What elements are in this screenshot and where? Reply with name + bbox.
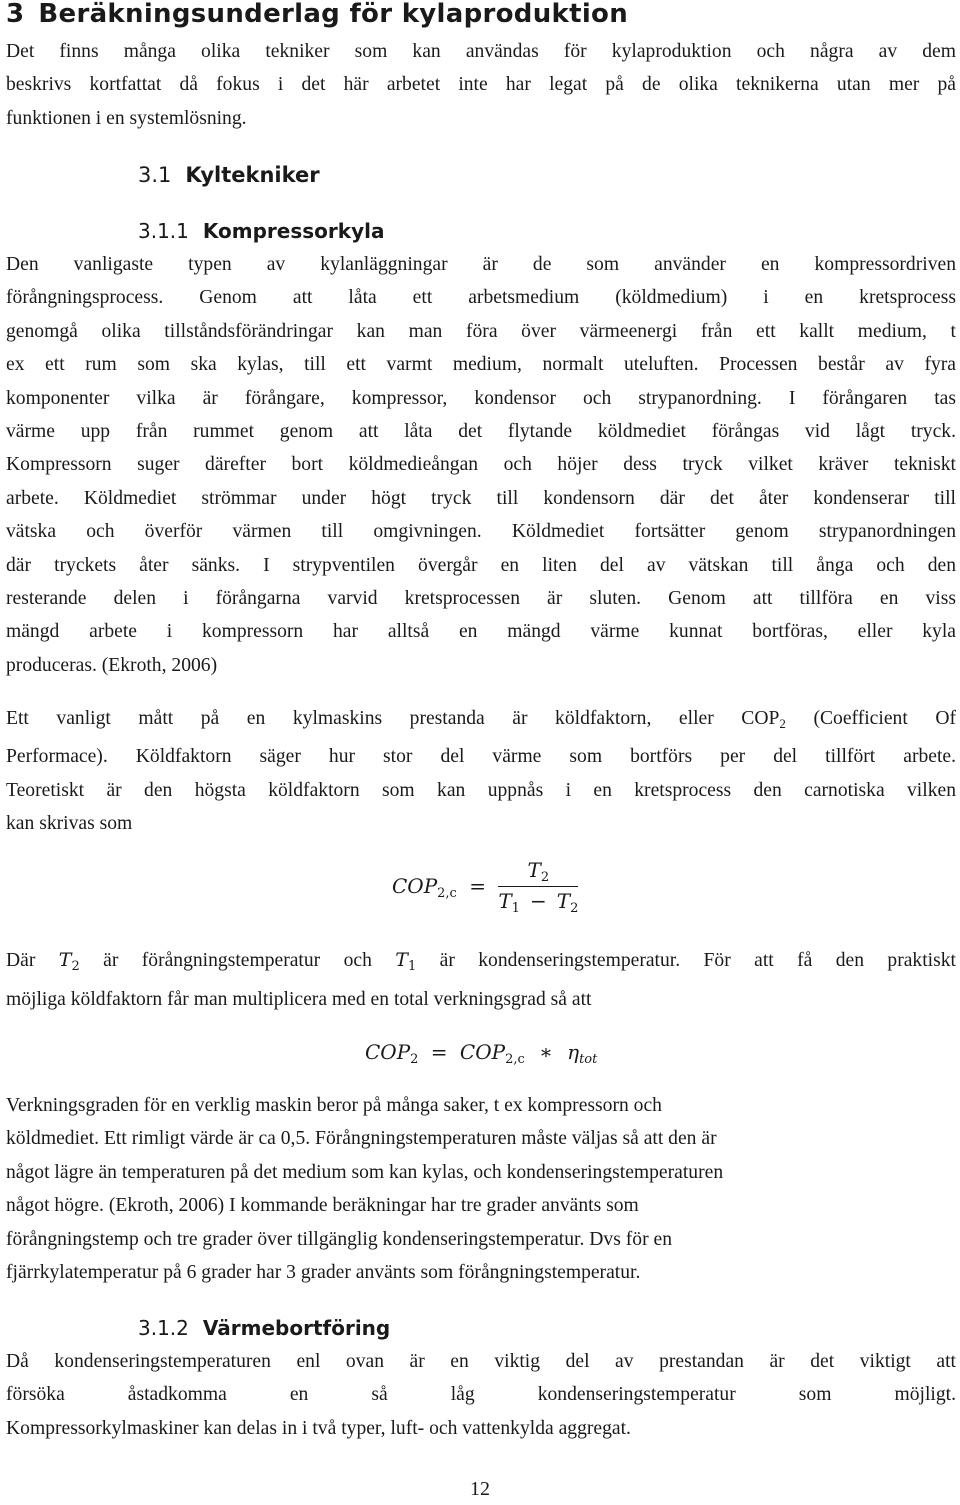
text-line: vätska och överför värmen till omgivningen. Köldmediet fortsätter genom strypanordningen	[6, 521, 956, 543]
math-symbol: η	[567, 1040, 580, 1064]
subscript: 2	[540, 870, 550, 885]
subscript: tot	[579, 1052, 598, 1067]
subscript: 2,c	[505, 1052, 525, 1067]
text-line: Det finns många olika tekniker som kan användas för kylaproduktion och några av dem	[6, 41, 956, 62]
section-number: 3.1.2	[138, 1316, 189, 1340]
section-heading-3-1	[138, 160, 320, 190]
subscript: 2	[71, 959, 80, 974]
text-line: mängd arbete i kompressorn har alltså en mängd värme kunnat bortföras, eller kyla	[6, 621, 956, 643]
text-line: arbete. Köldmediet strömmar under högt tryck till kondensorn där det åter kondenserar till	[6, 487, 956, 509]
varmebortforing-paragraph	[6, 1345, 956, 1445]
text-line: försöka åstadkomma en så låg kondenseringstemperatur som möjligt.	[6, 1384, 956, 1406]
text-line: något lägre än temperaturen på det medium som kan kylas, och kondenseringstemperaturen	[6, 1161, 724, 1183]
section-heading-3-1-1	[138, 216, 384, 246]
subscript: 2,c	[437, 886, 457, 901]
text-line: ex ett rum som ska kylas, till ett varmt medium, normalt uteluften. Processen består av fyra	[6, 354, 956, 376]
text-line: där tryckets åter sänks. I strypventilen övergår en liten del av vätskan till ånga och den	[6, 554, 956, 576]
subscript: 1	[407, 959, 417, 974]
math-symbol: T	[556, 889, 571, 913]
text-line: förångningstemp och tre grader över tillgänglig kondenseringstemperatur. Dvs för en	[6, 1228, 672, 1250]
carnot-cop-equation	[392, 860, 578, 915]
text-line: förångningsprocess. Genom att låta ett arbetsmedium (köldmedium) i en kretsprocess	[6, 287, 956, 309]
math-operator: =	[430, 1040, 448, 1064]
text-line: beskrivs kortfattat då fokus i det här arbetet inte har legat på de olika teknikerna utan mer på	[6, 74, 956, 96]
chapter-title: Beräkningsunderlag för kylaproduktion	[38, 0, 629, 29]
section-title: Värmebortföring	[202, 1316, 391, 1340]
section-number: 3.1.1	[138, 219, 189, 243]
text-span: (Coefficient Of	[785, 708, 956, 729]
text-line: något högre. (Ekroth, 2006) I kommande beräkningar har tre grader använts som	[6, 1195, 639, 1217]
text-line: fjärrkylatemperatur på 6 grader har 3 grader använts som förångningstemperatur.	[6, 1262, 641, 1284]
subscript: 2	[570, 901, 579, 916]
subscript: 2	[410, 1052, 419, 1067]
text-line: Verkningsgraden för en verklig maskin beror på många saker, t ex kompressorn och	[6, 1095, 662, 1116]
text-line: genomgå olika tillståndsförändringar kan man föra över värmeenergi från ett kallt medium, t	[6, 320, 956, 342]
math-symbol: T	[527, 858, 541, 882]
math-symbol: COP	[392, 874, 438, 898]
section-title: Kyltekniker	[185, 163, 320, 187]
fraction-numerator	[498, 860, 578, 887]
text-line: resterande delen i förångarna varvid kretsprocessen är sluten. Genom att tillföra en viss	[6, 588, 956, 610]
text-line: Kompressorkylmaskiner kan delas in i två typer, luft- och vattenkylda aggregat.	[6, 1417, 631, 1439]
text-span: Ett vanligt mått på en kylmaskins prestanda är köldfaktorn, eller COP	[6, 708, 780, 729]
verkningsgrad-paragraph	[6, 1089, 946, 1289]
text-line: kan skrivas som	[6, 813, 133, 835]
chapter-heading	[6, 0, 628, 34]
text-span: är förångningstemperatur och	[79, 950, 396, 971]
text-line: Kompressorn suger därefter bort köldmedieångan och höjer dess tryck vilket kräver tekniskt	[6, 454, 956, 476]
chapter-number: 3	[6, 0, 25, 29]
math-operator: ∗	[539, 1040, 553, 1064]
text-line: Då kondenseringstemperaturen enl ovan är en viktig del av prestandan är det viktigt att	[6, 1351, 956, 1372]
math-symbol: T	[58, 949, 72, 971]
math-symbol: COP	[365, 1040, 411, 1064]
section-title: Kompressorkyla	[202, 219, 385, 243]
practical-cop-equation	[365, 1042, 597, 1066]
fraction-denominator	[498, 887, 578, 915]
subscript: 1	[511, 901, 520, 916]
subscript: 2	[779, 716, 786, 731]
kompressorkyla-paragraph	[6, 248, 956, 682]
text-line: funktionen i en systemlösning.	[6, 107, 247, 129]
where-paragraph	[6, 944, 956, 1017]
math-operator: =	[469, 874, 486, 898]
text-span: Där	[6, 950, 59, 971]
math-symbol: T	[395, 949, 408, 971]
math-symbol: COP	[459, 1040, 506, 1064]
intro-paragraph	[6, 35, 956, 135]
text-span: är kondenseringstemperatur. För att få den praktiskt	[416, 950, 956, 971]
text-line: Performace). Köldfaktorn säger hur stor del värme som bortförs per del tillfört arbete.	[6, 746, 956, 768]
text-line: produceras. (Ekroth, 2006)	[6, 654, 218, 676]
math-operator: −	[529, 889, 547, 913]
text-line: köldmediet. Ett rimligt värde är ca 0,5. Förångningstemperaturen måste väljas så att den är	[6, 1128, 717, 1150]
text-line: Den vanligaste typen av kylanläggningar är de som använder en kompressordriven	[6, 254, 956, 275]
text-line	[6, 944, 956, 983]
page-number: 12	[470, 1478, 490, 1500]
text-line: komponenter vilka är förångare, kompressor, kondensor och strypanordning. I förångaren tas	[6, 387, 956, 409]
math-symbol: T	[498, 889, 512, 913]
text-line: värme upp från rummet genom att låta det flytande köldmediet förångas vid lågt tryck.	[6, 421, 956, 443]
text-line: Teoretiskt är den högsta köldfaktorn som kan uppnås i en kretsprocess den carnotiska vilken	[6, 779, 956, 801]
fraction	[498, 860, 578, 915]
text-line	[6, 702, 956, 740]
cop-intro-paragraph	[6, 702, 956, 841]
section-number: 3.1	[138, 163, 172, 187]
section-heading-3-1-2	[138, 1313, 390, 1343]
text-line: möjliga köldfaktorn får man multiplicera med en total verkningsgrad så att	[6, 989, 592, 1011]
